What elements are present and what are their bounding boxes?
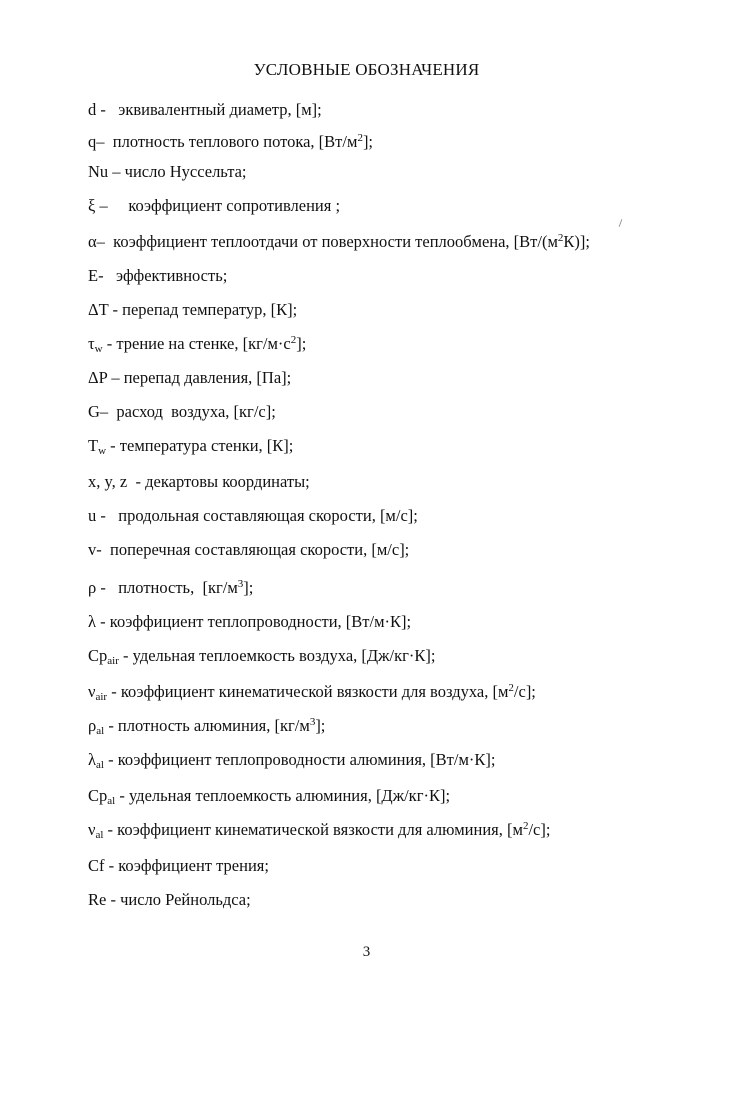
notation-entry [88,436,293,456]
notation-entry [88,506,418,526]
notation-entry [88,472,310,492]
notation-symbol: Cp [88,646,108,665]
notation-description: - коэффициент теплопроводности алюминия, [Вт/м·К]; [103,750,496,769]
symbol-subscript: w [94,343,103,355]
notation-description: – число Нуссельта; [108,162,247,181]
notation-symbol: ρ [88,578,97,597]
notation-entry [88,646,436,666]
unit-tail: /с]; [528,820,551,839]
unit-superscript: 2 [290,334,297,346]
notation-entry [88,578,253,598]
notation-symbol: ΔT [88,300,109,319]
notation-description: - коэффициент теплопроводности, [Вт/м·К]; [96,612,412,631]
notation-symbol: ΔP [88,368,108,387]
page-number: 3 [362,944,371,960]
notation-description: - эффективность; [98,266,228,285]
notation-entry [88,890,251,910]
notation-symbol: Cf [88,856,105,875]
notation-entry [88,716,325,736]
notation-description: – перепад давления, [Па]; [107,368,292,387]
notation-symbol: u [88,506,97,525]
notation-entry [88,368,291,388]
notation-symbol: λ [88,612,97,631]
notation-symbol: Re [88,890,107,909]
notation-entry [88,750,496,770]
unit-tail: ]; [362,132,374,151]
notation-symbol: E [88,266,99,285]
symbol-subscript: al [96,759,104,771]
notation-description: – расход воздуха, [кг/с]; [99,402,276,421]
notation-entry [88,786,450,806]
notation-entry [88,132,373,152]
notation-description: - коэффициент кинематической вязкости для воздуха, [м [107,682,509,701]
unit-superscript: 2 [357,132,363,144]
notation-description: - число Рейнольдса; [106,890,251,909]
notation-entry [88,334,306,354]
symbol-subscript: w [98,445,107,457]
notation-symbol: Nu [88,162,109,181]
symbol-subscript: air [107,655,119,667]
notation-description: - плотность алюминия, [кг/м [104,716,310,735]
notation-description: – коэффициент теплоотдачи от поверхности теплообмена, [Вт/(м [96,232,558,251]
notation-symbol: d [88,100,97,119]
unit-superscript: 2 [508,682,514,694]
unit-tail: К)]; [563,232,590,251]
unit-tail: ]; [243,578,254,597]
unit-superscript: 2 [557,232,564,244]
notation-description: - декартовы координаты; [127,472,310,491]
notation-entry [88,402,276,422]
notation-symbol: ξ [88,196,96,215]
notation-description: – коэффициент сопротивления ; [95,196,341,215]
notation-symbol: Cp [88,786,108,805]
notation-description: - коэффициент трения; [104,856,269,875]
notation-description: - удельная теплоемкость алюминия, [Дж/кг·К]; [115,786,451,805]
page-title: УСЛОВНЫЕ ОБОЗНАЧЕНИЯ [253,60,480,79]
symbol-subscript: al [95,829,104,841]
notation-symbol: α [88,232,97,251]
unit-tail: ]; [296,334,307,353]
notation-symbol: G [88,402,100,421]
notation-symbol: v [88,540,97,559]
notation-entry [88,540,409,560]
unit-tail: /с]; [513,682,536,701]
notation-description: - продольная составляющая скорости, [м/с]; [96,506,418,525]
notation-symbol: ν [88,820,96,839]
notation-description: - плотность, [кг/м [96,578,238,597]
notation-entry [88,196,340,216]
notation-entry [88,100,322,120]
notation-entry [88,682,536,702]
notation-symbol: ρ [88,716,97,735]
notation-description: - температура стенки, [К]; [106,436,294,455]
notation-symbol: τ [88,334,95,353]
unit-superscript: 2 [522,820,529,832]
unit-superscript: 3 [309,716,316,728]
notation-entry [88,232,590,252]
notation-symbol: x, y, z [88,472,128,491]
notation-description: - трение на стенке, [кг/м·с [102,334,291,353]
scan-mark [619,219,623,227]
unit-superscript: 3 [237,578,244,590]
notation-symbol: q [88,132,97,151]
unit-tail: ]; [315,716,326,735]
notation-description: - эквивалентный диаметр, [м]; [96,100,322,119]
notation-entry [88,820,550,840]
notation-description: – плотность теплового потока, [Вт/м [96,132,358,151]
notation-symbol: λ [88,750,97,769]
notation-entry [88,300,297,320]
notation-symbol: ν [88,682,96,701]
notation-description: - удельная теплоемкость воздуха, [Дж/кг·К]; [118,646,436,665]
notation-entry [88,162,247,182]
symbol-subscript: al [96,725,105,737]
symbol-subscript: air [95,691,108,703]
notation-description: - перепад температур, [К]; [108,300,298,319]
notation-entry [88,266,227,286]
symbol-subscript: al [107,795,116,807]
notation-entry [88,612,411,632]
notation-description: - поперечная составляющая скорости, [м/с]; [96,540,410,559]
notation-symbol: T [88,436,99,455]
notation-entry [88,856,269,876]
notation-description: - коэффициент кинематической вязкости для алюминия, [м [103,820,523,839]
